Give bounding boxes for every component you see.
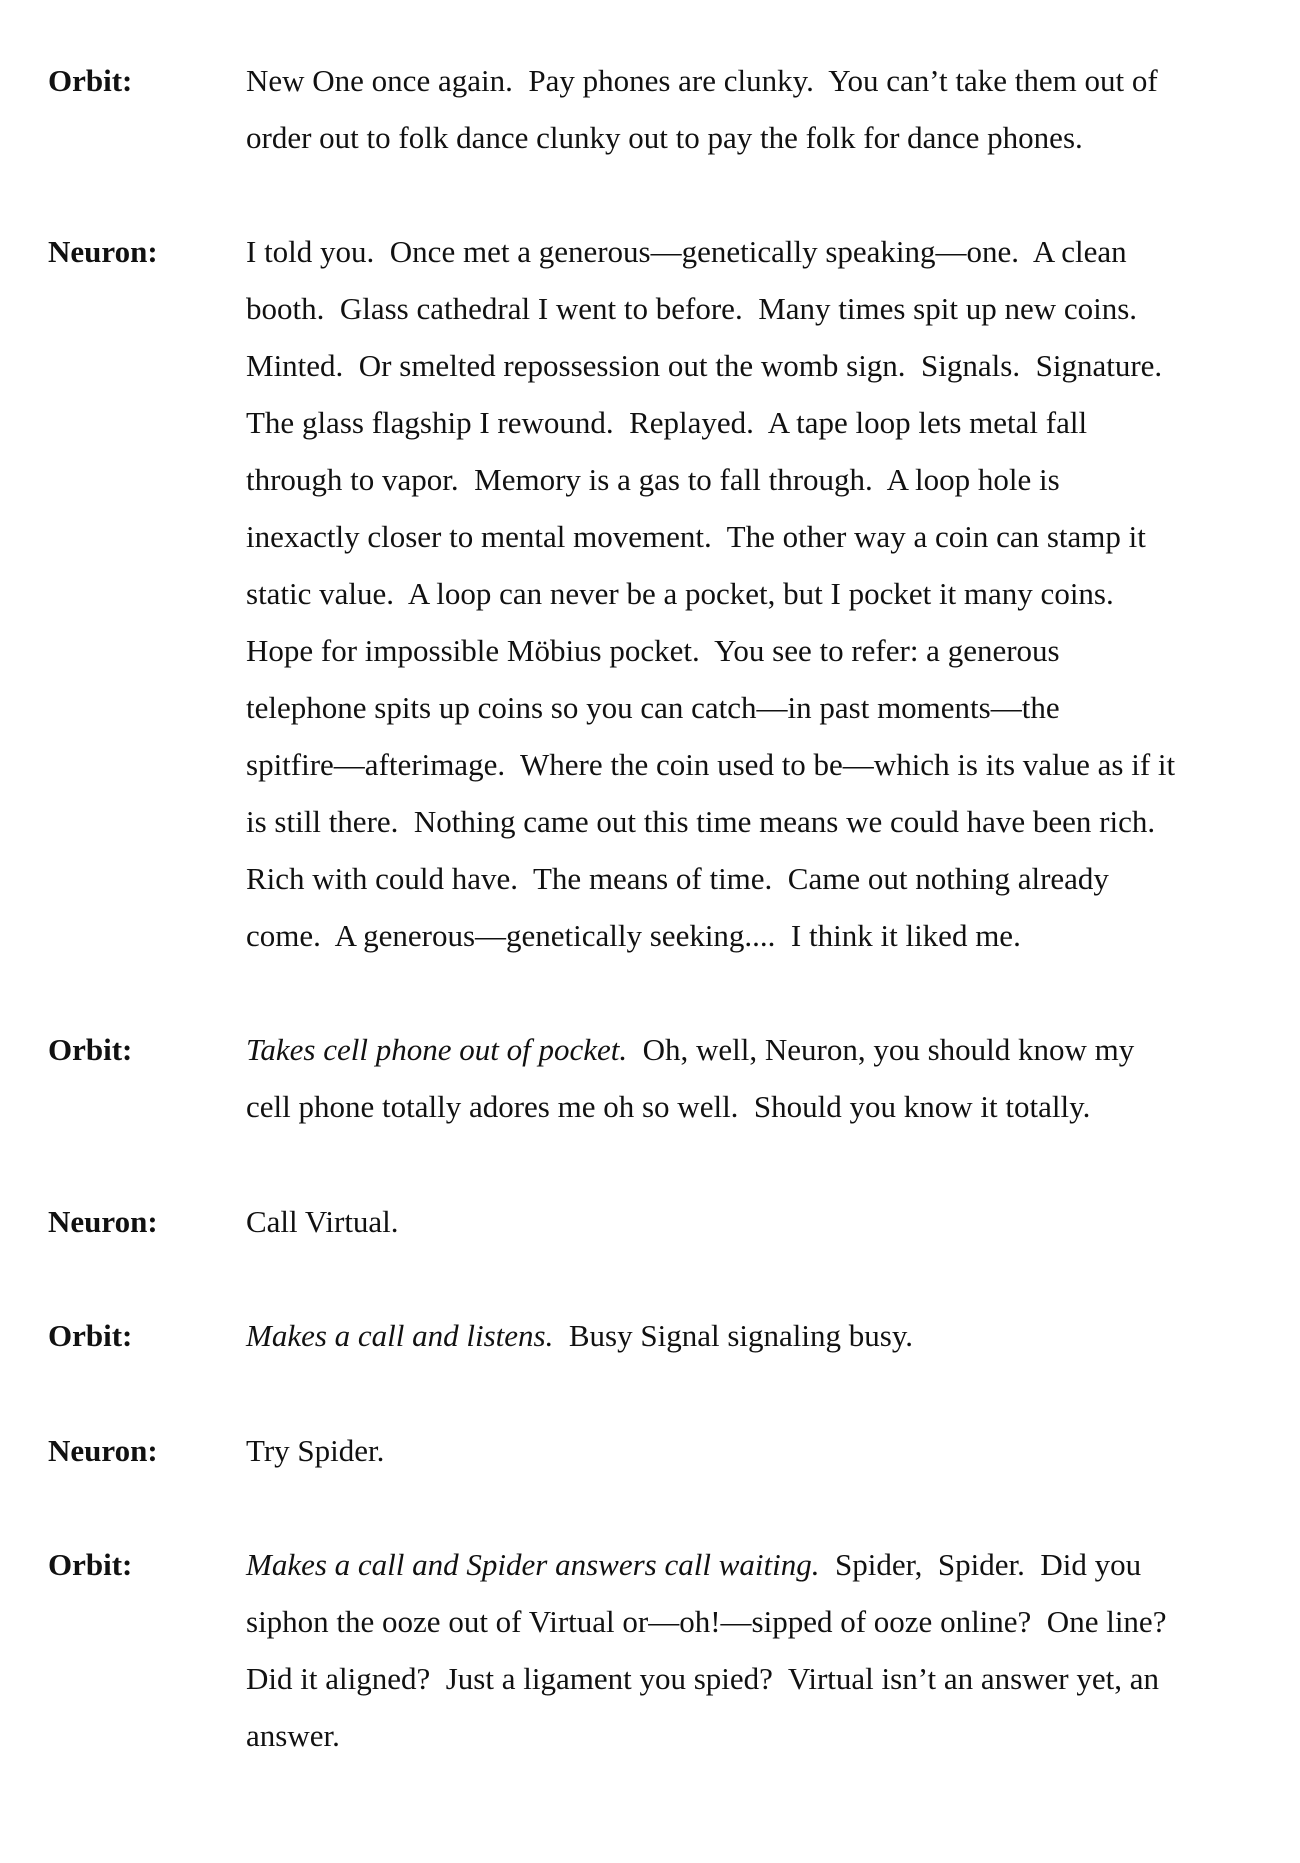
speech-text	[246, 1193, 1256, 1250]
dialogue-text: Minted. Or smelted repossession out the womb sign. Signals. Signature.	[246, 348, 1163, 383]
speech-line	[246, 223, 1256, 280]
speech-line	[246, 793, 1256, 850]
speech-line	[246, 679, 1256, 736]
dialogue-text: siphon the ooze out of Virtual or—oh!—sipped of ooze online? One line?	[246, 1604, 1167, 1639]
dialogue-text: Hope for impossible Möbius pocket. You see to refer: a generous	[246, 633, 1060, 668]
dialogue-text: Rich with could have. The means of time. Came out nothing already	[246, 861, 1109, 896]
speech-line	[246, 394, 1256, 451]
speech-text	[246, 1307, 1256, 1364]
speech-text	[246, 223, 1256, 964]
dialogue-text: cell phone totally adores me oh so well. Should you know it totally.	[246, 1089, 1091, 1124]
speech-line	[246, 1650, 1256, 1707]
dialogue-text: The glass flagship I rewound. Replayed. A tape loop lets metal fall	[246, 405, 1088, 440]
speaker-name: Orbit:	[48, 63, 133, 98]
speaker-name: Orbit:	[48, 1318, 133, 1353]
dialogue-text: Try Spider.	[246, 1433, 385, 1468]
dialogue-text: is still there. Nothing came out this time means we could have been rich.	[246, 804, 1156, 839]
speech-line	[246, 850, 1256, 907]
speech-text	[246, 52, 1256, 166]
dialogue-text: Call Virtual.	[246, 1204, 399, 1239]
speech-line	[246, 508, 1256, 565]
speech-text	[246, 1021, 1256, 1135]
dialogue-text: spitfire—afterimage. Where the coin used to be—which is its value as if it	[246, 747, 1176, 782]
speech-line	[246, 337, 1256, 394]
speech-line	[246, 907, 1256, 964]
dialogue-text: Did it aligned? Just a ligament you spied? Virtual isn’t an answer yet, an	[246, 1661, 1160, 1696]
dialogue-text: Spider, Spider. Did you	[819, 1547, 1142, 1582]
dialogue-text: through to vapor. Memory is a gas to fall through. A loop hole is	[246, 462, 1060, 497]
dialogue-text: static value. A loop can never be a pocket, but I pocket it many coins.	[246, 576, 1114, 611]
stage-direction: Makes a call and Spider answers call waiting.	[246, 1547, 820, 1582]
speaker-name: Orbit:	[48, 1547, 133, 1582]
speech-line	[246, 52, 1256, 109]
dialogue-text: booth. Glass cathedral I went to before. Many times spit up new coins.	[246, 291, 1138, 326]
speech-line	[246, 1078, 1256, 1135]
speech-line	[246, 1021, 1256, 1078]
dialogue-text: New One once again. Pay phones are clunky. You can’t take them out of	[246, 63, 1158, 98]
speech-text	[246, 1422, 1256, 1479]
speech-line	[246, 1536, 1256, 1593]
dialogue-text: telephone spits up coins so you can catch—in past moments—the	[246, 690, 1060, 725]
speaker-name: Neuron:	[48, 234, 158, 269]
dialogue-text: inexactly closer to mental movement. The other way a coin can stamp it	[246, 519, 1146, 554]
dialogue-text: Oh, well, Neuron, you should know my	[627, 1032, 1135, 1067]
speech-line	[246, 1593, 1256, 1650]
speaker-name: Neuron:	[48, 1204, 158, 1239]
speech-line	[246, 1422, 1256, 1479]
stage-direction: Makes a call and listens.	[246, 1318, 554, 1353]
speech-line	[246, 1307, 1256, 1364]
speech-line	[246, 622, 1256, 679]
dialogue-text: Busy Signal signaling busy.	[553, 1318, 914, 1353]
speaker-name: Neuron:	[48, 1433, 158, 1468]
dialogue-text: come. A generous—genetically seeking.... I think it liked me.	[246, 918, 1021, 953]
speaker-name: Orbit:	[48, 1032, 133, 1067]
dialogue-text: answer.	[246, 1718, 340, 1753]
speech-text	[246, 1536, 1256, 1764]
speech-line	[246, 1193, 1256, 1250]
stage-direction: Takes cell phone out of pocket.	[246, 1032, 628, 1067]
speech-line	[246, 1707, 1256, 1764]
speech-line	[246, 109, 1256, 166]
speech-line	[246, 451, 1256, 508]
dialogue-text: order out to folk dance clunky out to pay the folk for dance phones.	[246, 120, 1083, 155]
speech-line	[246, 736, 1256, 793]
speech-line	[246, 565, 1256, 622]
speech-line	[246, 280, 1256, 337]
dialogue-text: I told you. Once met a generous—genetically speaking—one. A clean	[246, 234, 1127, 269]
